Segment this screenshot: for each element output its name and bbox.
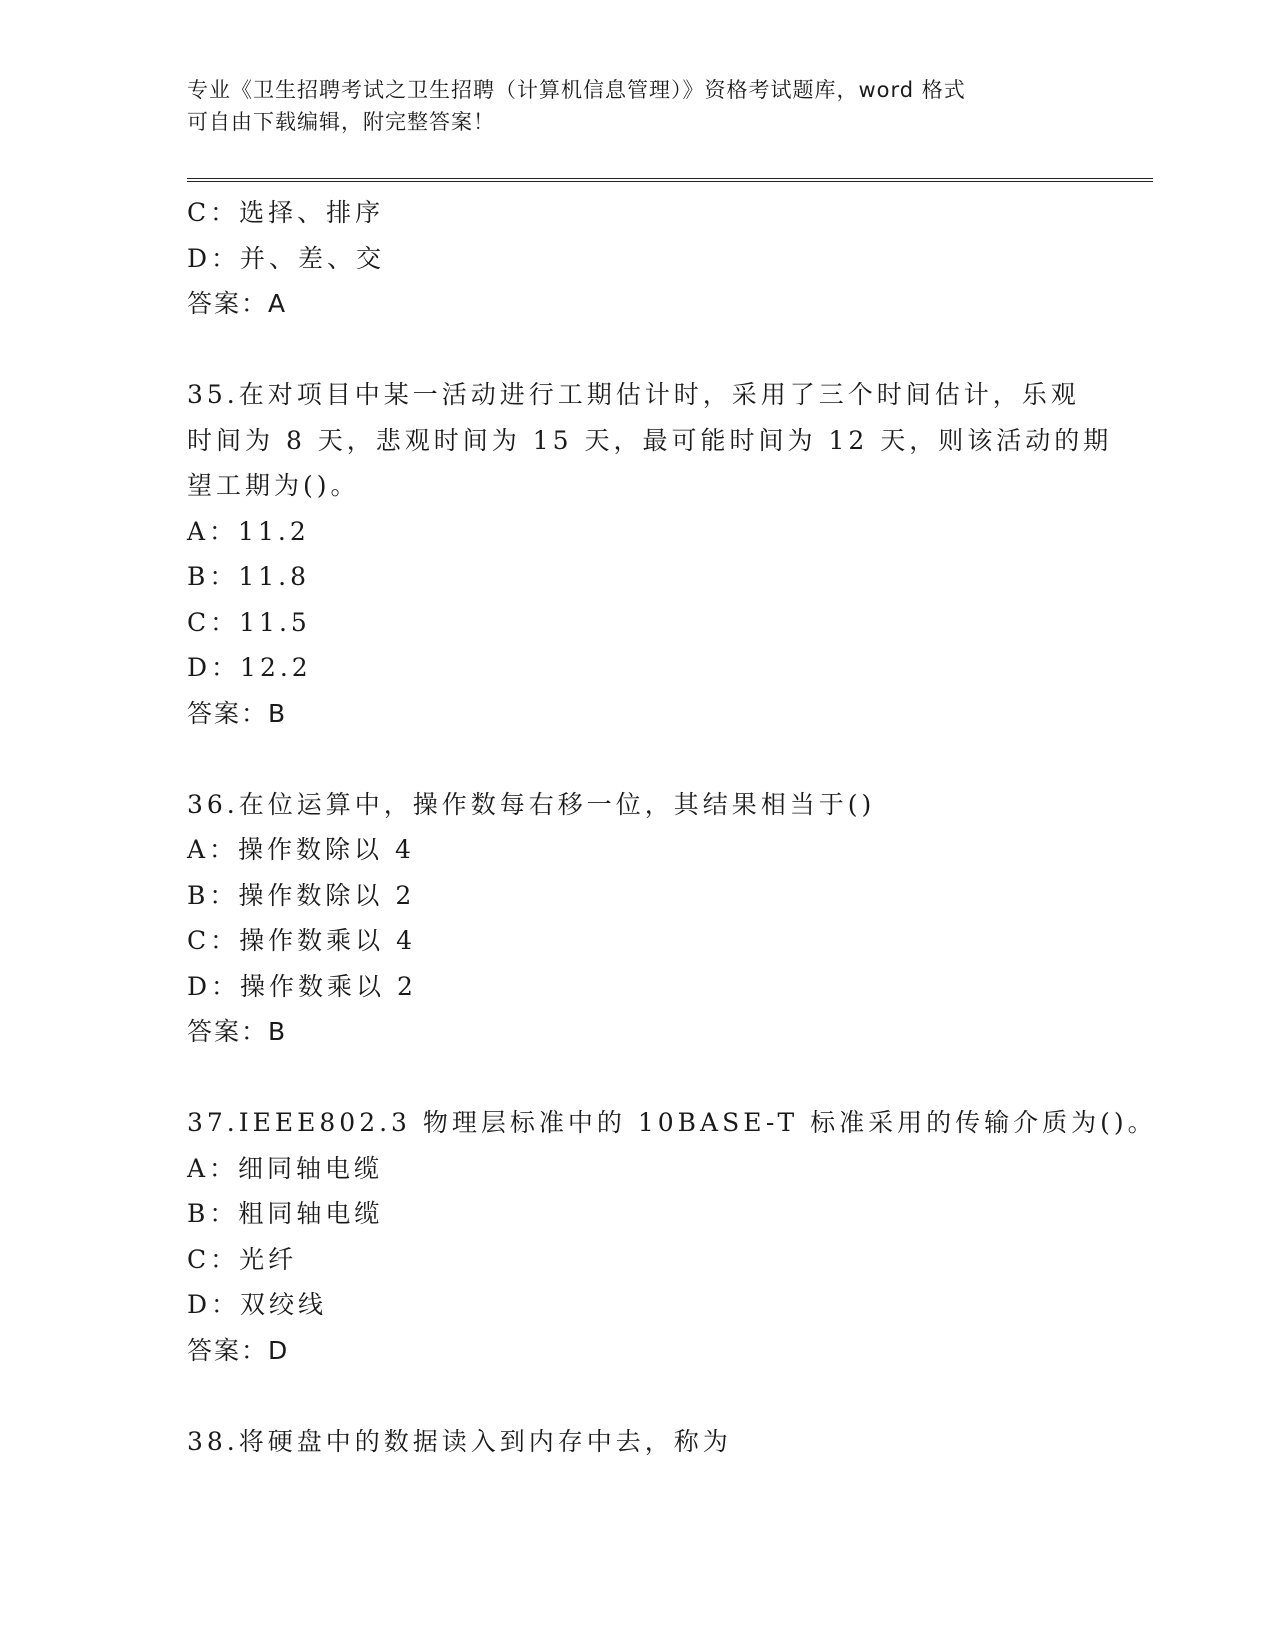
question-block-35 [187, 372, 1113, 736]
question-block-37 [187, 1100, 1157, 1373]
answer-text: 答案：B [187, 1017, 288, 1046]
option-a: A：操作数除以 4 [187, 835, 415, 864]
option-a: A：细同轴电缆 [187, 1153, 384, 1183]
answer-text: 答案：D [187, 1335, 290, 1365]
option-b: B：操作数除以 2 [187, 880, 416, 910]
option-d: D：并、差、交 [187, 243, 386, 273]
question-block-previous [187, 190, 1087, 327]
spacer [187, 327, 1087, 373]
option-b: B：11.8 [187, 562, 311, 591]
option-c: C：11.5 [187, 607, 311, 637]
option-a: A：11.2 [187, 516, 310, 546]
option-c: C：操作数乘以 4 [187, 926, 416, 955]
option-c: C：选择、排序 [187, 198, 385, 227]
spacer [187, 1055, 1087, 1101]
spacer [187, 736, 1087, 782]
question-text-line: 望工期为()。 [187, 471, 360, 500]
spacer [187, 1373, 1087, 1419]
question-text-line: 38.将硬盘中的数据读入到内存中去，称为 [187, 1426, 732, 1456]
question-text-line: 35.在对项目中某一活动进行工期估计时，采用了三个时间估计，乐观 [187, 380, 1080, 409]
question-list [187, 190, 1157, 1464]
document-header [187, 74, 1087, 138]
header-divider [187, 178, 1153, 182]
option-d: D：操作数乘以 2 [187, 971, 417, 1001]
question-text-line: 时间为 8 天，悲观时间为 15 天，最可能时间为 12 天，则该活动的期 [187, 425, 1113, 455]
option-c: C：光纤 [187, 1244, 298, 1274]
answer-text: 答案：B [187, 698, 288, 728]
answer-text: 答案：A [187, 289, 288, 318]
option-d: D：双绞线 [187, 1290, 328, 1319]
question-block-36 [187, 782, 1087, 1055]
question-block-38 [187, 1419, 1087, 1465]
question-text-line: 36.在位运算中，操作数每右移一位，其结果相当于() [187, 789, 876, 819]
header-line-1: 专业《卫生招聘考试之卫生招聘（计算机信息管理）》资格考试题库，word 格式 [187, 78, 966, 102]
question-text-line: 37.IEEE802.3 物理层标准中的 10BASE-T 标准采用的传输介质为()。 [187, 1108, 1157, 1137]
option-d: D：12.2 [187, 653, 312, 682]
option-b: B：粗同轴电缆 [187, 1199, 384, 1228]
header-line-2: 可自由下载编辑，附完整答案！ [187, 110, 495, 134]
